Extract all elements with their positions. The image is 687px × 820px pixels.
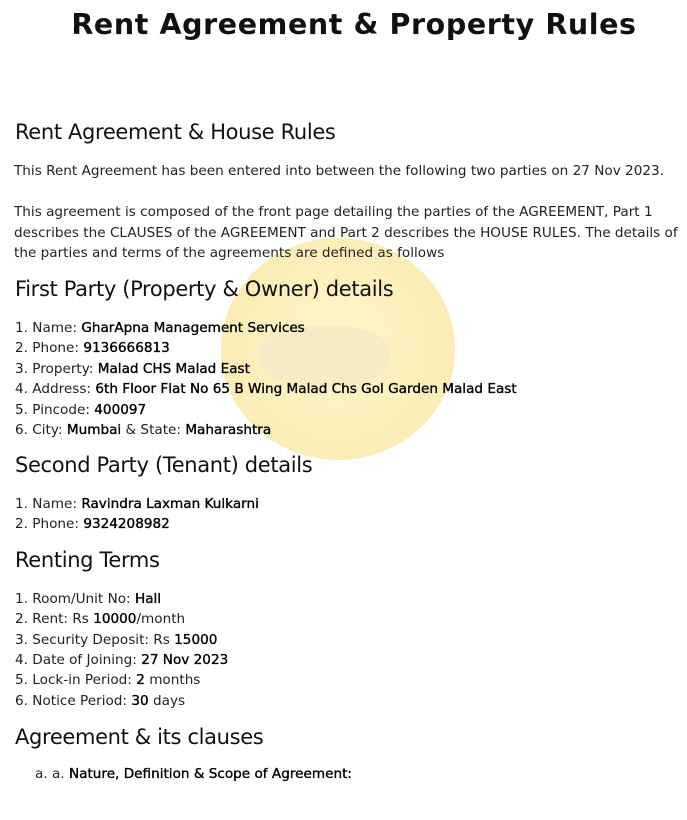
clause-item	[35, 766, 352, 782]
term-notice-suffix: days	[152, 693, 186, 709]
intro-paragraph: This Rent Agreement has been entered into between the following two parties on 27 Nov 2023.	[14, 163, 664, 179]
term-lockin-suffix: months	[149, 672, 201, 688]
second-party-name-row	[15, 494, 259, 514]
term-notice-label: 6. Notice Period:	[15, 693, 128, 709]
term-room-row	[15, 589, 161, 609]
first-party-pincode-label: 5. Pincode:	[15, 402, 90, 418]
first-party-state-label: & State:	[125, 422, 181, 438]
second-party-phone-label: 2. Phone:	[15, 516, 79, 532]
clause-marker: a. a.	[35, 766, 65, 782]
clause-title: Nature, Definition & Scope of Agreement:	[68, 766, 352, 782]
first-party-property-row	[15, 359, 250, 379]
first-party-city-label: 6. City:	[15, 422, 63, 438]
second-party-heading: Second Party (Tenant) details	[15, 453, 313, 477]
term-joining-row	[15, 650, 228, 670]
first-party-phone-row	[15, 338, 170, 358]
first-party-pincode-value: 400097	[94, 402, 147, 418]
first-party-heading: First Party (Property & Owner) details	[15, 277, 394, 301]
term-joining-label: 4. Date of Joining:	[15, 652, 137, 668]
clauses-heading: Agreement & its clauses	[15, 725, 264, 749]
first-party-city-value: Mumbai	[66, 422, 122, 438]
second-party-phone-value: 9324208982	[83, 516, 170, 532]
composition-paragraph: This agreement is composed of the front page detailing the parties of the AGREEMENT, Part 1 describes the CLAUSES of the AGREEMENT and Part 2 describes the HOUSE RULES. The details of the parties and terms of the agreements are defined as follows	[14, 204, 678, 261]
term-deposit-value: 15000	[174, 632, 218, 648]
term-rent-row	[15, 609, 185, 629]
second-party-name-value: Ravindra Laxman Kulkarni	[81, 496, 259, 512]
term-lockin-row	[15, 670, 200, 690]
term-lockin-value: 2	[136, 672, 145, 688]
term-notice-value: 30	[131, 693, 149, 709]
term-room-label: 1. Room/Unit No:	[15, 591, 131, 607]
term-rent-value: 10000	[93, 611, 137, 627]
first-party-address-value: 6th Floor Flat No 65 B Wing Malad Chs Gol Garden Malad East	[95, 381, 517, 397]
term-joining-value: 27 Nov 2023	[141, 652, 229, 668]
first-party-pincode-row	[15, 400, 146, 420]
first-party-property-label: 3. Property:	[15, 361, 94, 377]
term-deposit-row	[15, 630, 217, 650]
first-party-phone-value: 9136666813	[83, 340, 170, 356]
term-rent-suffix: /month	[136, 611, 186, 627]
first-party-property-value: Malad CHS Malad East	[97, 361, 250, 377]
first-party-address-label: 4. Address:	[15, 381, 92, 397]
renting-terms-heading: Renting Terms	[15, 548, 160, 572]
first-party-city-row	[15, 420, 271, 440]
term-rent-label: 2. Rent: Rs	[15, 611, 89, 627]
first-party-name-value: GharApna Management Services	[81, 320, 305, 336]
first-party-address-row	[15, 379, 517, 399]
first-party-name-row	[15, 318, 305, 338]
term-lockin-label: 5. Lock-in Period:	[15, 672, 132, 688]
second-party-name-label: 1. Name:	[15, 496, 77, 512]
term-notice-row	[15, 691, 185, 711]
agreement-heading: Rent Agreement & House Rules	[15, 120, 336, 144]
term-deposit-label: 3. Security Deposit: Rs	[15, 632, 170, 648]
second-party-phone-row	[15, 514, 170, 534]
document-title: Rent Agreement & Property Rules	[71, 8, 637, 41]
term-room-value: Hall	[134, 591, 162, 607]
first-party-state-value: Maharashtra	[185, 422, 272, 438]
first-party-phone-label: 2. Phone:	[15, 340, 79, 356]
first-party-name-label: 1. Name:	[15, 320, 77, 336]
